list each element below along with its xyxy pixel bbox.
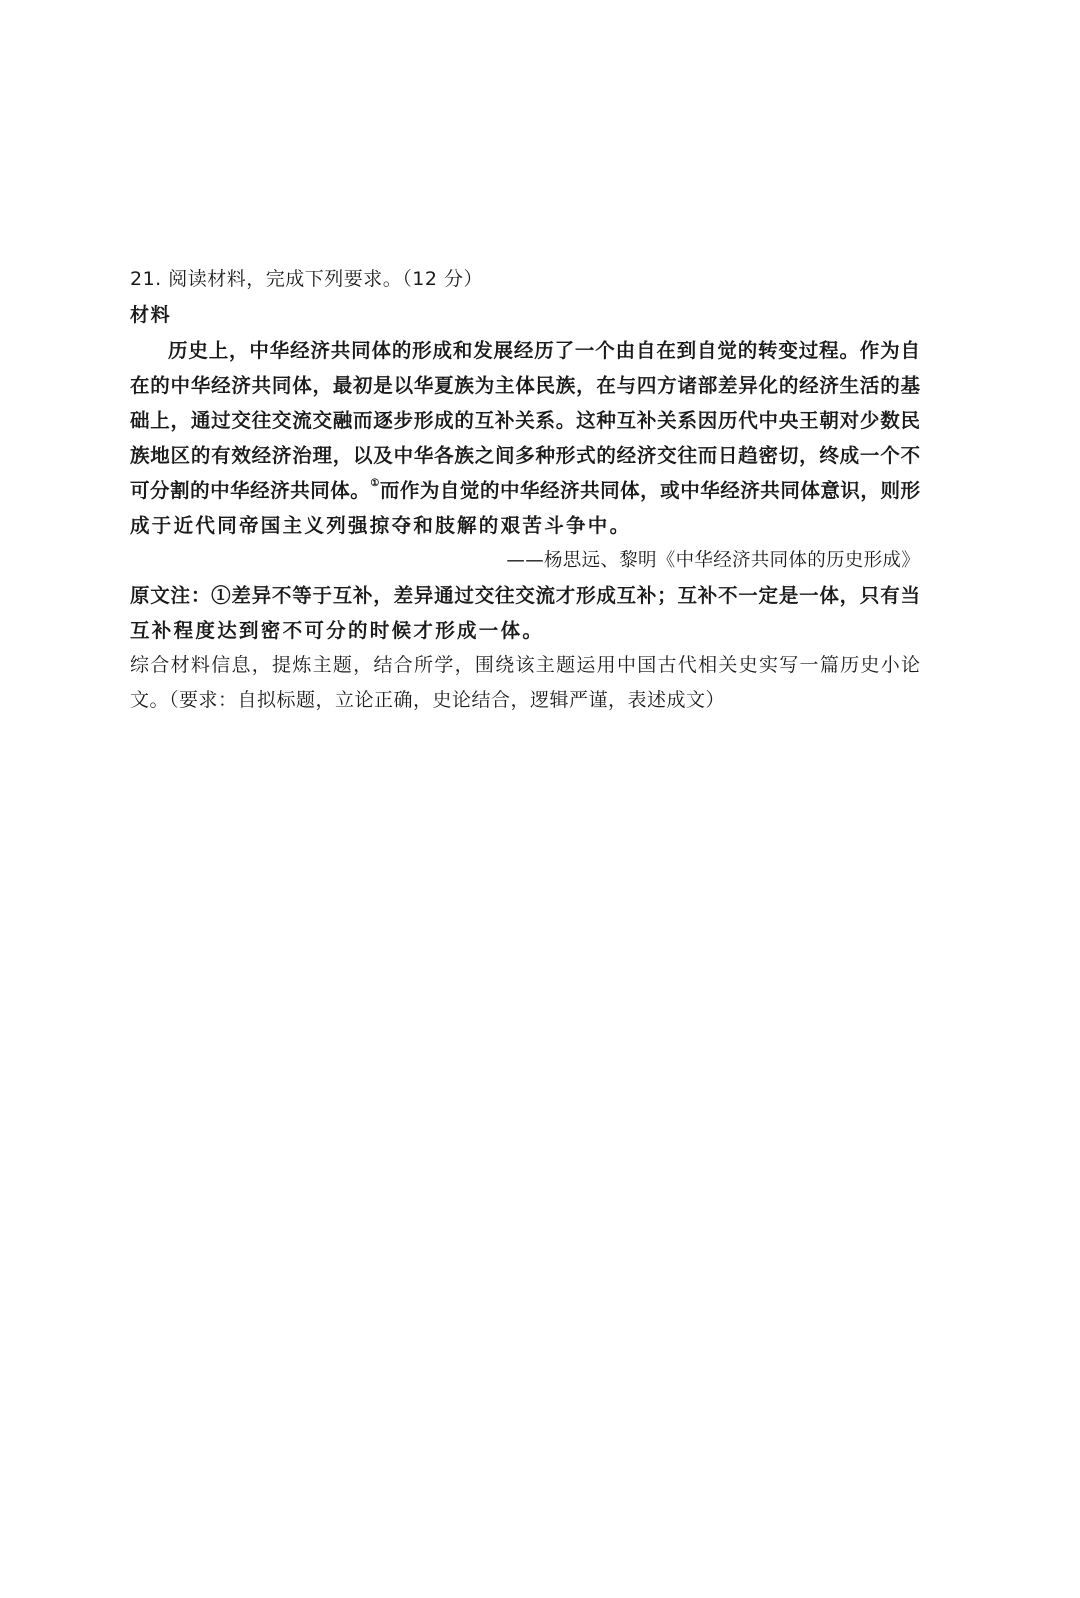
note-line: 互补程度达到密不可分的时候才形成一体。 — [130, 619, 545, 642]
question-title: 21. 阅读材料，完成下列要求。（12 分） — [130, 268, 483, 290]
material-line: 在的中华经济共同体，最初是以华夏族为主体民族，在与四方诸部差异化的经济生活的基 — [130, 374, 920, 397]
exam-question — [130, 262, 920, 718]
note-line: 原文注：①差异不等于互补，差异通过交往交流才形成互补；互补不一定是一体，只有当 — [130, 584, 920, 607]
material-line: 历史上，中华经济共同体的形成和发展经历了一个由自在到自觉的转变过程。作为自 — [168, 339, 920, 362]
material-line: 础上，通过交往交流交融而逐步形成的互补关系。这种互补关系因历代中央王朝对少数民 — [130, 409, 920, 432]
material-line: 族地区的有效经济治理，以及中华各族之间多种形式的经济交往而日趋密切，终成一个不 — [130, 444, 920, 467]
footnote-marker: ① — [370, 478, 380, 489]
material-paragraph — [130, 333, 920, 543]
task-line: 文。（要求：自拟标题，立论正确，史论结合，逻辑严谨，表述成文） — [130, 689, 726, 711]
task-instructions — [130, 648, 920, 718]
material-text: 而作为自觉的中华经济共同体，或中华经济共同体意识，则形 — [379, 479, 920, 502]
material-label: 材料 — [130, 304, 172, 326]
task-line: 综合材料信息，提炼主题，结合所学，围绕该主题运用中国古代相关史实写一篇历史小论 — [130, 654, 920, 676]
material-source: ——杨思远、黎明《中华经济共同体的历史形成》 — [506, 550, 920, 571]
material-line: 成于近代同帝国主义列强掠夺和肢解的艰苦斗争中。 — [130, 514, 632, 537]
material-text: 可分割的中华经济共同体。 — [130, 479, 371, 502]
material-line-with-footnote — [130, 473, 920, 508]
original-note — [130, 578, 920, 648]
